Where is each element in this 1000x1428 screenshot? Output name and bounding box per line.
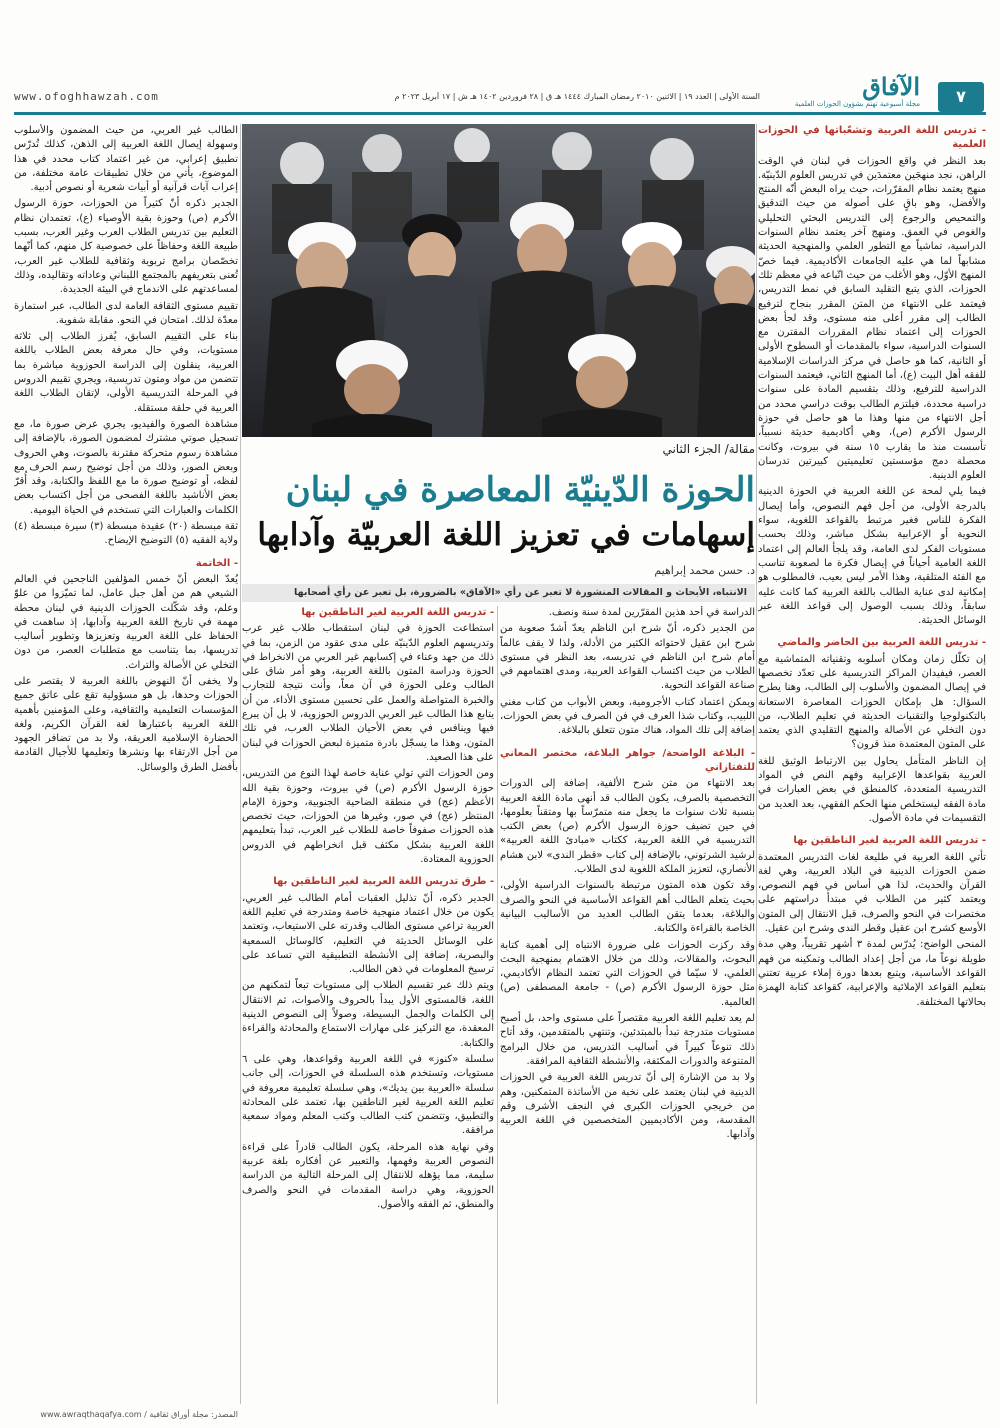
site-url[interactable]: www.ofoghhawzah.com xyxy=(14,90,159,103)
paragraph: بعد النظر في واقع الحوزات في لبنان في الوقت الراهن، نجد منهجَين معتمدَين في تدريس العلوم الدّينيّة. منهج يعتمد نظام المقرّرات، حيث يراه البعض أنّه المنتج والأفضل، وهو باقٍ على أصوله من حيث التدقيق والتمحيص والرجوع إلى التدريس البحثي التحليلي والغوص في العمق. ومنهج آخر يعتمد نظام السنوات الدراسية، تماشياً مع التطور العلمي والمنهجية الحديثة مشابهاً لما هي عليه الجامعات الأكاديمية. فيما خصّ المنهج الأوّل، وهو الأغلب من حيث اتّباعه في معظم تلك الحوزات، الذي يتبع التقليد السابق في نمط التدريس، فيعتمد على الانتهاء من المتن المقرر بنجاح لترفيع الطالب إلى مقرر أعلى منه مستوى، وقد لجأ بعض الحوزات إلى اعتماد نظام المقررات المقترن مع السنوات الدراسية، سواء بالمقدمات أو السطوح الأولى أو الثانية، كما هو حاصل في مركز الدراسات الإسلامية للفقه أهل البيت (ع)، أما المنهج الثاني، فيعتمد السنوات الدراسية للترفيع، وذلك بتقسيم المادة على سنوات دراسية محددة، فيلتزم الطالب بوقت دراسي محدد من أجل الانتهاء من منها وهذا ما هو حاصل في حوزة الرسول الأكرم (ص)، وهي أكاديمية حديثة نسبياً، تأسست منذ ما يقارب ١٥ سنة في بيروت، وكانت محصلة دمج مؤسستين تعليميتين كبيرتين تدرسان العلوم الدينية. xyxy=(758,155,986,482)
logo-title: الآفاق xyxy=(862,72,920,101)
paragraph: تأتي اللغة العربية في طليعة لغات التدريس المعتمدة ضمن الحوزات الدينية في البلاد العربية، وهي لغة القرآن والحديث، لذا هي أساس في فهم النصوص، ويعتمد كثير من الطلاب في مبتدأ دراستهم على مختصرات في النحو والصرف، قبل الانتقال إلى المتون الأوسع كشرح ابن عقيل وقطر الندى وشرح ابن عقيل. xyxy=(758,851,986,935)
text-column-center-right xyxy=(500,606,755,1404)
paragraph: الدراسة في أحد هذين المقرّرين لمدة سنة ونصف. xyxy=(548,607,755,618)
paragraph: بعد الانتهاء من متن شرح الألفية، إضافة إلى الدورات التخصصية بالصرف، يكون الطالب قد أنهى مادة اللغة العربية بنسبة ثلاث سنوات ما يجعل منه متمرّساً بها ومتقناً بعلومها، في حين تضيف حوزة الرسول الأكرم (ص) بعض الكتب التدريسية في اللغة العربية، ككتاب «مبادئ اللغة العربية» لرشيد الشرتوني، بالإضافة إلى كتاب «قطر الندى» لابن هشام الأنصاري، لتعزيز الملكة اللغوية لدى الطلاب. xyxy=(500,778,755,876)
paragraph: ويتم ذلك عبر تقسيم الطلاب إلى مستويات تبعاً لتمكنهم من اللغة، فالمستوى الأول يبدأ بالحروف والأصوات، ثم الانتقال إلى الكلمات والجمل البسيطة، وصولاً إلى النصوص الدينية المعقدة، مع التركيز على مهارات الاستماع والمحادثة والقراءة والكتابة. xyxy=(242,980,494,1049)
section-heading: - البلاغة الواضحة/ جواهر البلاغة، مختصر المعاني للتفتازاني xyxy=(500,747,755,773)
paragraph: وقد ركزت الحوزات على ضرورة الانتباه إلى أهمية كتابة البحوث، والمقالات، وذلك من خلال الاهتمام بمنهجية البحث العلمي، لا سيّما في الحوزات التي تعتمد النظام الأكاديمي، مثل حوزة الرسول الأكرم (ص) - جامعة المصطفى (ص) العالمية. xyxy=(500,939,755,1008)
paragraph: من الجدير ذكره، أنّ شرح ابن الناظم يعدّ أشدّ صعوبة من شرح ابن عقيل لاحتوائه الكثير من الأدلة، ولذا لا يقف عالماً أمام شرح ابن الناظم في تدريسه، بعد النظر في مستوى الطلاب من حيث اكتساب القواعد العربية، ومدى اهتمامهم في صناعة القواعد النحوية. xyxy=(500,623,755,692)
page-number-badge: ٧ xyxy=(938,82,984,112)
text-column-center-left xyxy=(242,606,494,1404)
text-column-right xyxy=(758,124,986,1404)
logo-subtitle: مجلة أسبوعية تهتم بشؤون الحوزات العلمية xyxy=(794,100,920,108)
section-heading: - الخاتمة xyxy=(195,557,238,569)
paragraph: ولا بد من الإشارة إلى أنّ تدريس اللغة العربية في الحوزات الدينية في لبنان يعتمد على نخبة من الأساتذة المتمكنين، وهم من خريجي الحوزات الكبرى في النجف الأشرف وقم المقدسة، ومن الأكاديميين المتخصصين في اللغة العربية وآدابها. xyxy=(500,1072,755,1141)
paragraph: ولا يخفى أنّ النهوض باللغة العربية لا يقتصر على الحوزات وحدها، بل هو مسؤولية تقع على عاتق جميع المؤسسات التعليمية والثقافية، وعلى المؤمنين بأهمية اللغة العربية باعتبارها لغة القرآن الكريم، ولغة الحضارة الإسلامية العريقة، ولا بد من تضافر الجهود من أجل الارتقاء بها ونشرها وتعليمها للأجيال القادمة بأفضل الطرق والوسائل. xyxy=(14,675,238,773)
paragraph: المنحى الواضح: يُدرّس لمدة ٣ أشهر تقريباً، وهي مدة طويلة نوعاً ما، من أجل إعداد الطالب وتمكينه من فهم القواعد الأساسية، ويتبع بعدها دورة إملاء عربية تعتني بتعليم القواعد الإملائية والإعرابية، كقواعد كتابة الهمزة بحالاتها المختلفة. xyxy=(758,939,986,1008)
paragraph: يُعدّ البعض أنّ خمس المؤلفين الناجحين في العالم الشيعي هم من أهل جبل عامل، لما تميّزوا من علوّ وعلم، وقد شكّلت الحوزات الدينية في لبنان محطة مهمة في تاريخ اللغة العربية وآدابها، إذ ساهمت في الحفاظ على اللغة العربية وتعزيزها وتطوير أساليب تدريسها، بما يتناسب مع متطلبات العصر، من دون التخلي عن الأصالة والتراث. xyxy=(14,573,238,671)
source-credit: المصدر: مجلة أوراق ثقافية / www.awraqthaqafya.com xyxy=(40,1410,238,1419)
header-divider xyxy=(14,112,986,115)
photo-illustration xyxy=(242,124,755,437)
section-heading: - تدريس اللغة العربية وتشعّباتها في الحوزات العلمية xyxy=(758,125,986,151)
column-divider xyxy=(497,606,498,1404)
paragraph: ومن الحوزات التي تولي عناية خاصة لهذا النوع من التدريس، حوزة الرسول الأكرم (ص) في بيروت، وحوزة بقية الله الأعظم (عج) في منطقة الضاحية الجنوبية، وحوزة الإمام المنتظر (عج) في صور، وغيرها من الحوزات، حيث تخصص هذه الحوزات صفوفاً خاصة للطلاب غير العرب، تبدأ بتعليمهم اللغة العربية بشكل مكثف قبل انخراطهم في الدروس الحوزوية المعتادة. xyxy=(242,768,494,866)
paragraph: وقد تكون هذه المتون مرتبطة بالسنوات الدراسية الأولى، بحيث يتعلم الطالب أهم القواعد الأساسية في النحو والصرف والبلاغة، بعدما يتقن الطالب العديد من الأساليب البيانية الخاصة بالقراءة والكتابة. xyxy=(500,880,755,935)
author-byline: د. حسن محمد إبراهيم xyxy=(654,564,755,577)
article-series-label: مقالة/ الجزء الثاني xyxy=(662,442,755,456)
issue-info: السنة الأولى | العدد ١٩ | الاثنين ٢٠١٠ رمضان المبارك ١٤٤٤ هـ ق | ٢٨ فروردين ١٤٠٢ هـ ش | ١٧ أبريل ٢٠٢٣ م xyxy=(394,92,760,101)
paragraph: الجدير ذكره أنّ كثيراً من الحوزات، حوزة الرسول الأكرم (ص) وحوزة بقية الأوصياء (ع)، تعتمدان نظام التعليم بين تدريس الطلاب العرب وغير العرب، بسبب طبيعة اللغة وحفاظاً على خصوصية كل منهم، كما أنّهما تخصّصان برامج تربوية وثقافية للطلاب غير العرب، تُعنى بتعريفهم بالمجتمع اللبناني وعاداته وتقاليده، وذلك لمساعدتهم على الاندماج في البيئة الجديدة. xyxy=(14,198,238,296)
paragraph: الجدير ذكره، أنّ تذليل العقبات أمام الطالب غير العربي، يكون من خلال اعتماد منهجية خاصة ومتدرجة في تعليم اللغة العربية تراعي مستوى الطالب وقدرته على الاستيعاب، وتعتمد على الوسائل الحديثة في التعليم، كالوسائل السمعية والبصرية، إضافة إلى الأنشطة التطبيقية التي تساعد على ترسيخ المعلومات في ذهن الطالب. xyxy=(242,892,494,976)
paragraph: وفي نهاية هذه المرحلة، يكون الطالب قادراً على قراءة النصوص العربية وفهمها، والتعبير عن أفكاره بلغة عربية سليمة، مما يؤهله للانتقال إلى المرحلة التالية من الدراسة الحوزوية، وهي دراسة المقدمات في النحو والصرف والمنطق، ثم الفقه والأصول. xyxy=(242,1141,494,1210)
paragraph: لم يعد تعليم اللغة العربية مقتصراً على مستوى واحد، بل أصبح مستويات متدرجة تبدأ بالمبتدئين، وتنتهي بالمتقدمين، وقد أتاح ذلك تنوعاً كبيراً في أساليب التدريس، من خلال البرامج المتنوعة والدورات المكثفة، والأنشطة الثقافية المرافقة. xyxy=(500,1013,755,1067)
article-headline-main: الحوزة الدّينيّة المعاصرة في لبنان xyxy=(285,470,755,510)
paragraph: سلسلة «كنوز» في اللغة العربية وقواعدها، وهي على ٦ مستويات، وتستخدم هذه السلسلة في الحوزات، إلى جانب سلسلة «العربية بين يديك»، وهي سلسلة تعليمية معروفة في تعليم اللغة العربية لغير الناطقين بها، تعتمد على المحادثة والتطبيق، وتتضمن كتب الطالب وكتب المعلم ومواد سمعية مرافقة. xyxy=(242,1053,494,1137)
paragraph: إن تكلّل زمان ومكان أسلوبه وتقنياته المتماشية مع العصر، فيفيدان المراكز التدريسية على تعدّد تخصصها في إيصال المضمون والأسلوب إلى الطالب، وهنا يطرح السؤال: هل بإمكان الحوزات المعاصرة الاستعانة بالتكنولوجيا والتقنيات الحديثة في تعليم الطلاب، من دون التخلي عن الأصالة والمنهج التقليدي الذي يعتمد على المتون المعتمدة منذ قرون؟ xyxy=(758,653,986,751)
magazine-logo xyxy=(770,74,920,116)
paragraph: ويمكن اعتماد كتاب الأجرومية، وبعض الأبواب من كتاب مغني اللبيب، وكتاب شذا العرف في فن الصرف في بعض الحوزات، إضافة إلى تلك المواد، هناك متون تتعلق بالبلاغة. xyxy=(500,696,755,737)
section-heading: - تدريس اللغة العربية لغير الناطقين بها xyxy=(793,835,986,847)
section-heading: - طرق تدريس اللغة العربية لغير الناطقين بها xyxy=(273,876,494,888)
paragraph: بناء على التقييم السابق، يُفرز الطلاب إلى ثلاثة مستويات، وفي حال معرفة بعض الطلاب باللغة العربية، ينقلون إلى الدراسة الحوزوية مباشرة بما تتضمن من مواد ومتون تدريسية، ويجري تقييم الدروس في المرحلة التدريسية الأولى، لإتقان الطلاب اللغة العربية في حلقة مستقلة. xyxy=(14,331,238,414)
article-photo-clerics xyxy=(242,124,755,437)
text-column-left xyxy=(14,124,238,1404)
paragraph: الطالب غير العربي، من حيث المضمون والأسلوب وسهولة إيصال اللغة العربية إلى الذهن، كذلك تُدرّس تطبيق إعرابي، من غير اعتماد كتاب محدد في هذا الموضوع، يأتي من خلال تطبيقات عامة مختلفة، من إعراب آيات قرآنية أو أبيات شعرية أو نصوص أدبية. xyxy=(14,125,238,194)
section-heading: - تدريس اللغة العربية لغير الناطقين بها xyxy=(301,607,494,618)
paragraph: مشاهدة الصورة والفيديو، يجري عرض صورة ما، مع تسجيل صوتي مشترك لمضمون الصورة، بالإضافة إلى مشاهدة رسوم متحركة مقترنة بالصوت، وهي الحروف وبعض الصور، وذلك من أجل توضيح رسم الحرف مع لفظه، أو توضيح صورة ما مع اللفظ والكتابة، وقد أُقرّ بعض الأناشيد باللغة الفصحى من أجل اكتساب بعض الكلمات والعبارات التي تستخدم في الحياة اليومية. xyxy=(14,418,238,516)
paragraph: استطاعت الحوزة في لبنان استقطاب طلاب غير عرب وتدريسهم العلوم الدّينيّة على مدى عقود من الزمن، بما في ذلك من جهد وعناء في إكسابهم غير العربي من الانخراط في الحوزة ودراسة المتون باللغة العربية، وهو أمر شاق على الطالب وعلى الحوزة في آن معاً، وأنت نتيجة للتجارب والخبرة المتواصلة والعمل على تحسين مستوى الأداء، من أن يتابع هذا الطالب غير العربي الدروس الحوزوية، لا بل أن يبرع فيها وينافس في بعض الأحيان الطلاب العرب، في تلك المتون، وهذا ما يسجّل بادرة متميزة لبعض الحوزات في لبنان على هذا الصعيد. xyxy=(242,623,494,763)
paragraph: فيما يلي لمحة عن اللغة العربية في الحوزة الدينية بالدرجة الأولى، من أجل فهم النصوص، وأما إيصال الفكرة للناس فغير مرتبط بالقواعد اللغوية، سواء النحوية أو الإعرابية بشكل مباشر، وذلك بحسب مستويات الفكر لدى العامة، وقد يلجأ العالم إلى اعتماد اللغة العامية أحياناً في إيصال فكرة ما لصعوبة تناسب مع الفئة المتلقية، وهذا الأمر ليس بعيب، فالمطلوب هو إمكانية لدى عناية الطالب باللغة العربية كما كانت عليه سابقاً، وذلك بسبب الوصول إلى قواعد اللغة عبر الوسائل الحديثة. xyxy=(758,486,986,627)
section-heading: - تدريس اللغة العربية بين الحاضر والماضي xyxy=(777,637,986,649)
paragraph: تقييم مستوى الثقافة العامة لدى الطالب، عبر استمارة معدّة لذلك. امتحان في النحو. مقابلة شفوية. xyxy=(14,300,238,326)
paragraph: إن الناظر المتأمل يحاول بين الارتباط الوثيق للغة العربية بقواعدها الإعرابية وفهم النص في المواد التدريسية المتعددة، كالمنطق في بعض العبارات في مادة الفقه ليستخلص منها الحكم الفقهي، بعد العديد من التقسيمات في مادة الأصول. xyxy=(758,755,986,824)
column-divider xyxy=(240,124,241,1404)
editorial-disclaimer: الانتباه، الأبحاث و المقالات المنشورة لا تعبر عن رأي «الآفاق» بالضرورة، بل تعبر عن رأي أصحابها xyxy=(242,584,755,602)
article-headline-sub: إسهامات في تعزيز اللغة العربيّة وآدابها xyxy=(257,517,755,553)
paragraph: ثقة مبسطة (٢٠) عقيدة مبسطة (٣) سيرة مبسطة (٤) ولاية الفقيه (٥) التوضيح الإيضاح. xyxy=(14,521,238,547)
page-header xyxy=(0,0,1000,122)
column-divider xyxy=(756,124,757,1404)
